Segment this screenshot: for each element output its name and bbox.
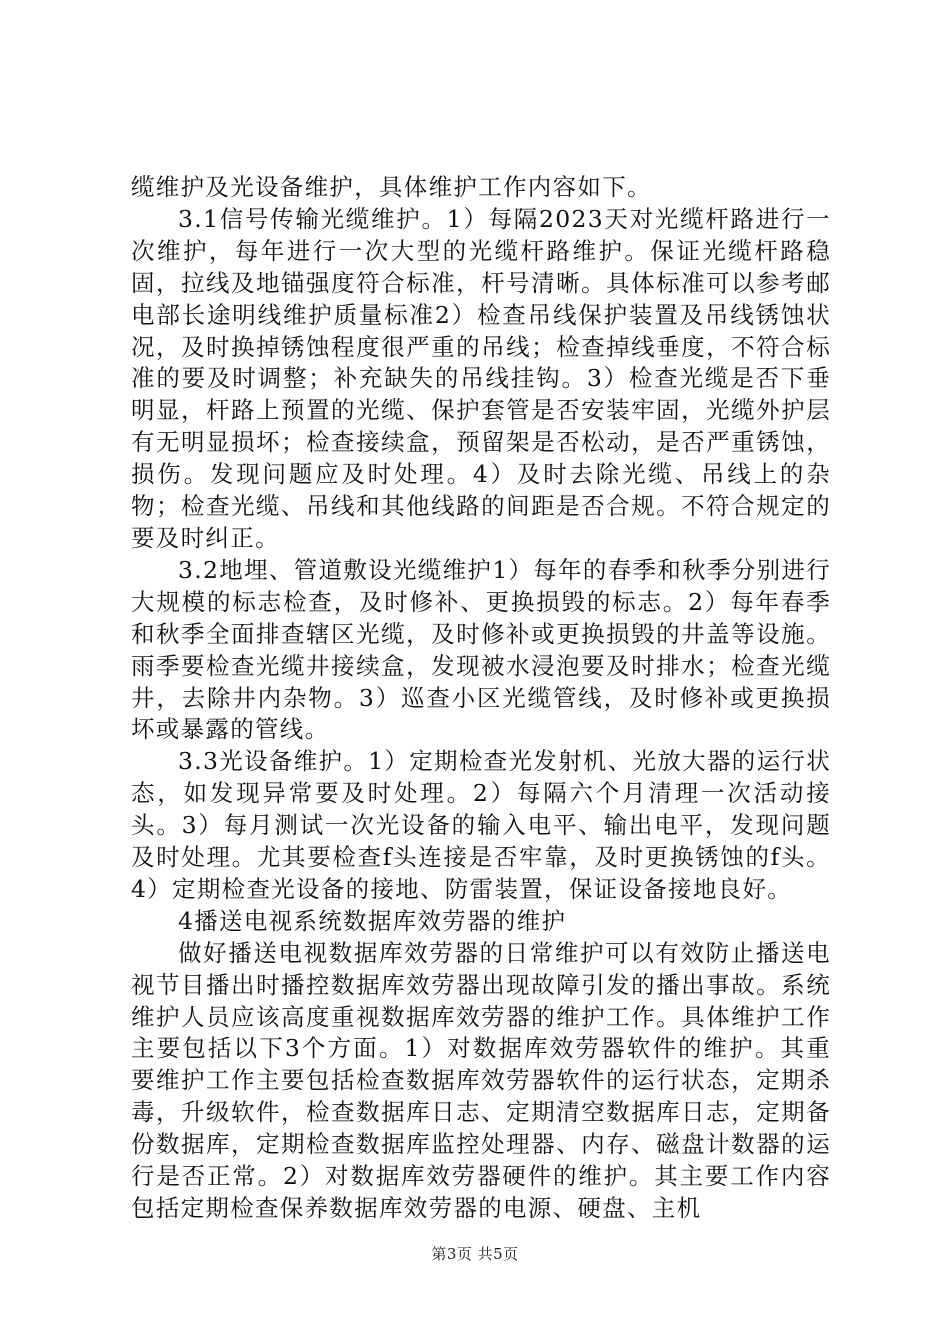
document-body (131, 172, 831, 1225)
paragraph-section-3-3: 3.3光设备维护。1）定期检查光发射机、光放大器的运行状态，如发现异常要及时处理。2）每隔六个月清理一次活动接头。3）每月测试一次光设备的输入电平、输出电平，发现问题及时处理。尤其要检查f头连接是否牢靠，及时更换锈蚀的f头。4）定期检查光设备的接地、防雷装置，保证设备接地良好。 (131, 747, 831, 903)
section-heading-4: 4播送电视系统数据库效劳器的维护 (178, 906, 567, 935)
paragraph-section-4-body: 做好播送电视数据库效劳器的日常维护可以有效防止播送电视节目播出时播控数据库效劳器出现故障引发的播出事故。系统维护人员应该高度重视数据库效劳器的维护工作。具体维护工作主要包括以下3个方面。1）对数据库效劳器软件的维护。其重要维护工作主要包括检查数据库效劳器软件的运行状态，定期杀毒，升级软件，检查数据库日志、定期清空数据库日志，定期备份数据库，定期检查数据库监控处理器、内存、磁盘计数器的运行是否正常。2）对数据库效劳器硬件的维护。其主要工作内容包括定期检查保养数据库效劳器的电源、硬盘、主机 (131, 938, 831, 1222)
paragraph-section-3-2: 3.2地埋、管道敷设光缆维护1）每年的春季和秋季分别进行大规模的标志检查，及时修补、更换损毁的标志。2）每年春季和秋季全面排查辖区光缆，及时修补或更换损毁的井盖等设施。雨季要检查光缆井接续盒，发现被水浸泡要及时排水；检查光缆井，去除井内杂物。3）巡查小区光缆管线，及时修补或更换损坏或暴露的管线。 (131, 555, 831, 744)
paragraph-section-3-1: 3.1信号传输光缆维护。1）每隔2023天对光缆杆路进行一次维护，每年进行一次大型的光缆杆路维护。保证光缆杆路稳固，拉线及地锚强度符合标准，杆号清晰。具体标准可以参考邮电部长途明线维护质量标准2）检查吊线保护装置及吊线锈蚀状况，及时换掉锈蚀程度很严重的吊线；检查掉线垂度，不符合标准的要及时调整；补充缺失的吊线挂钩。3）检查光缆是否下垂明显，杆路上预置的光缆、保护套管是否安装牢固，光缆外护层有无明显损坏；检查接续盒，预留架是否松动，是否严重锈蚀，损伤。发现问题应及时处理。4）及时去除光缆、吊线上的杂物；检查光缆、吊线和其他线路的间距是否合规。不符合规定的要及时纠正。 (131, 204, 831, 552)
paragraph-intro: 缆维护及光设备维护，具体维护工作内容如下。 (131, 173, 652, 201)
page-footer: 第3页 共5页 (431, 1245, 519, 1263)
